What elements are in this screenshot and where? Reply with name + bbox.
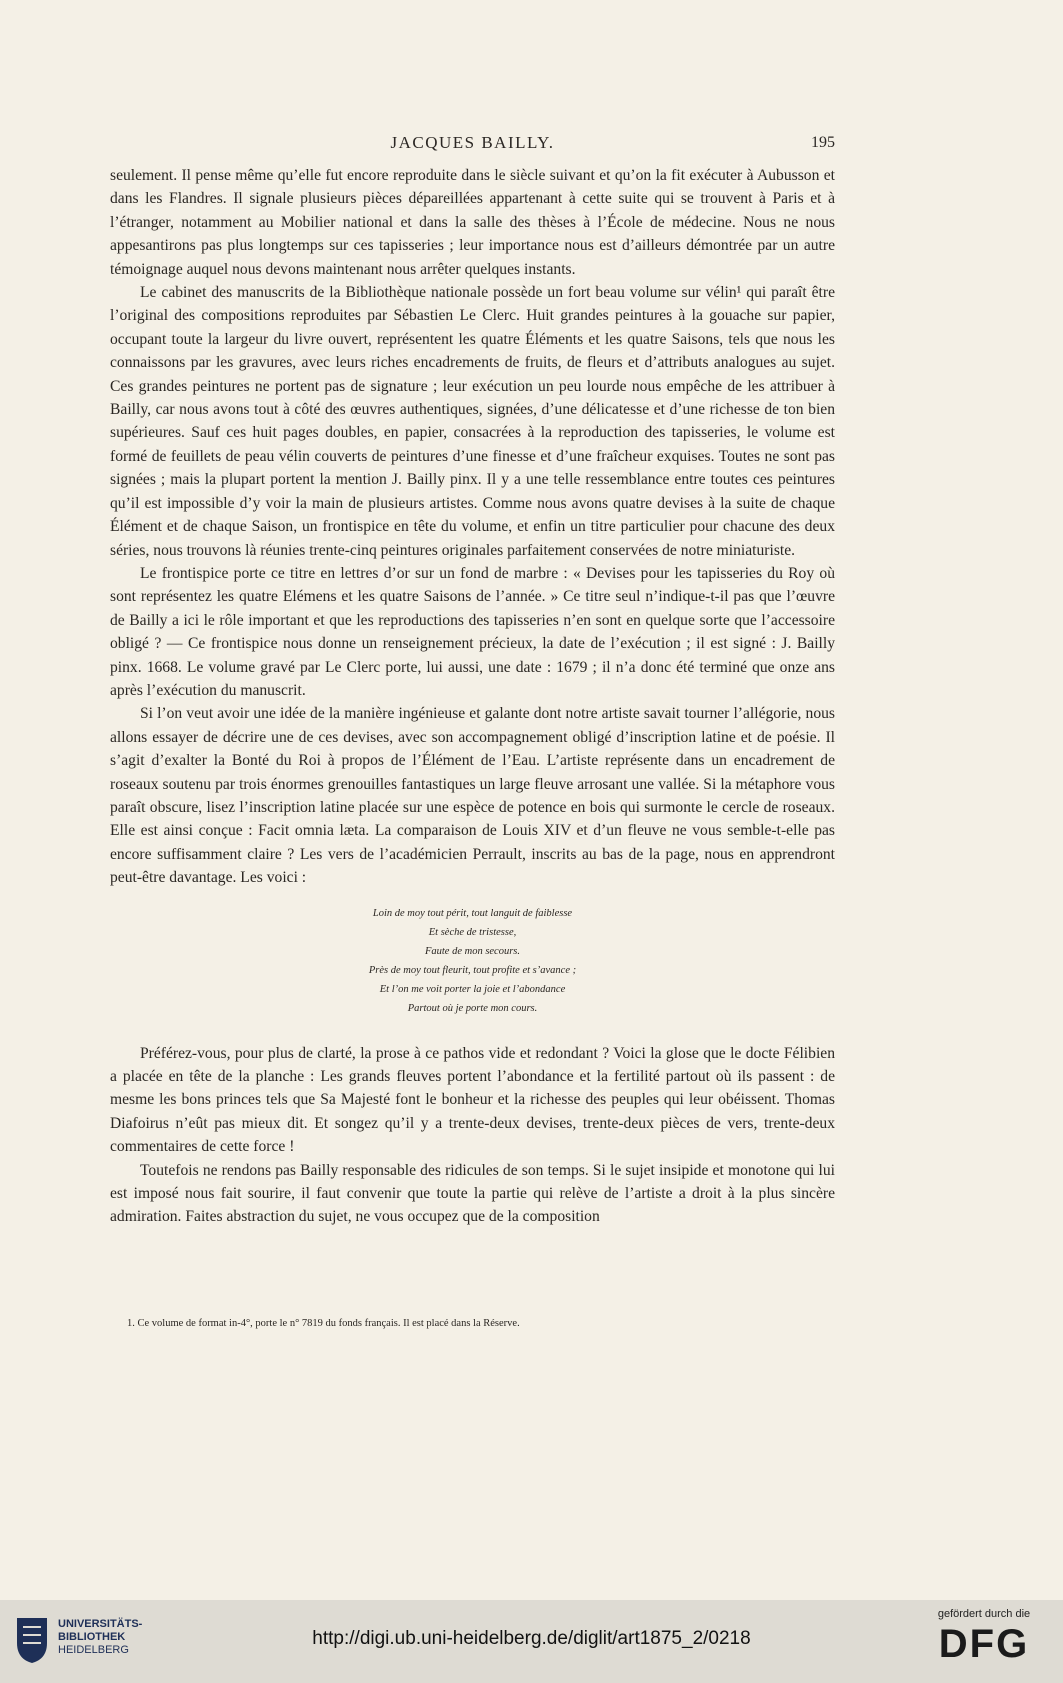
page-header: [110, 133, 835, 155]
paragraph: seulement. Il pense même qu’elle fut encore reproduite dans le siècle suivant et qu’on la fit exécuter à Aubusson et dans les Flandres. Il signale plusieurs pièces dépareillées appartenant à cette suite qui se trouvent à Paris et à l’étranger, notamment au Mobilier national et dans la salle des thèses à l’École de médecine. Nous ne nous appesantirons pas plus longtemps sur ces tapisseries ; leur importance nous est d’ailleurs démontrée par un autre témoignage auquel nous devons maintenant nous arrêter quelques instants.: [110, 167, 835, 278]
running-head: JACQUES BAILLY.: [390, 133, 555, 152]
permalink-url[interactable]: http://digi.ub.uni-heidelberg.de/diglit/art1875_2/0218: [312, 1628, 751, 1649]
paragraph: Toutefois ne rendons pas Bailly responsable des ridicules de son temps. Si le sujet insipide et monotone qui lui est imposé nous fait sourire, il faut convenir que toute la partie qui relève de l’artiste a droit à la plus sincère admiration. Faites abstraction du sujet, ne vous occupez que de la composition: [110, 1161, 835, 1226]
paragraph: Préférez-vous, pour plus de clarté, la prose à ce pathos vide et redondant ? Voici la glose que le docte Félibien a placée en tête de la planche : Les grands fleuves portent l’abondance et la fertilité partout où ils passent : de mesme les bons princes tels que Sa Majesté font le bonheur et la richesse des peuples qui leur obéissent. Thomas Diafoirus n’eût pas mieux dit. Et songez qu’il y a trente-deux devises, trente-deux pièces de vers, trente-deux commentaires de cette force !: [110, 1044, 835, 1156]
paragraph: Le frontispice porte ce titre en lettres d’or sur un fond de marbre : « Devises pour les tapisseries du Roy où sont représentez les quatre Elémens et les quatre Saisons de l’année. » Ce titre seul n’indique-t-il pas que l’œuvre de Bailly a ici le rôle important et que les reproductions des tapisseries n’en sont en quelque sorte que l’accessoire obligé ? — Ce frontispice nous donne un renseignement précieux, la date de l’exécution ; il est signé : J. Bailly pinx. 1668. Le volume gravé par Le Clerc porte, lui aussi, une date : 1679 ; il n’a donc été terminé que onze ans après l’exécution du manuscrit.: [110, 564, 835, 699]
dfg-logo-text: DFG: [938, 1622, 1030, 1666]
paragraph: Si l’on veut avoir une idée de la manière ingénieuse et galante dont notre artiste savait tourner l’allégorie, nous allons essayer de décrire une de ces devises, avec son accompagnement obligé d’inscription latine et de poésie. Il s’agit d’exalter la Bonté du Roi à propos de l’Élément de l’Eau. L’artiste représente dans un encadrement de roseaux soutenu par trois énormes grenouilles fantastiques un large fleuve arrosant une vallée. Si la métaphore vous paraît obscure, lisez l’inscription latine placée sur une espèce de potence en bois qui surmonte le cercle de roseaux. Elle est ainsi conçue : Facit omnia læta. La comparaison de Louis XIV et d’un fleuve ne vous semble-t-elle pas encore suffisamment claire ? Les vers de l’académicien Perrault, inscrits au bas de la page, nous en apprendront peut-être davantage. Les voici :: [110, 705, 835, 887]
digitization-footer: [0, 1600, 1063, 1683]
funded-by-label: gefördert durch die: [937, 1608, 1031, 1620]
verse-line: Et l’on me voit porter la joie et l’abondance: [379, 983, 566, 995]
library-name-line: UNIVERSITÄTS-: [58, 1618, 143, 1630]
verse-line: Partout où je porte mon cours.: [407, 1002, 538, 1014]
library-name-line: HEIDELBERG: [58, 1644, 129, 1656]
verse-line: Et sèche de tristesse,: [428, 926, 517, 938]
page-number: 195: [811, 134, 835, 151]
library-name-line: BIBLIOTHEK: [58, 1631, 126, 1643]
footnote: 1. Ce volume de format in-4°, porte le n° 7819 du fonds français. Il est placé dans la Réserve.: [127, 1318, 520, 1329]
paragraph: Le cabinet des manuscrits de la Bibliothèque nationale possède un fort beau volume sur vélin¹ qui paraît être l’original des compositions reproduites par Sébastien Le Clerc. Huit grandes peintures à la gouache sur papier, occupant toute la largeur du livre ouvert, représentent les quatre Éléments et les quatre Saisons, tels que nous les connaissons par les gravures, avec leurs riches encadrements de fruits, de fleurs et d’attributs analogues au sujet. Ces grandes peintures ne portent pas de signature ; leur exécution un peu lourde nous empêche de les attribuer à Bailly, car nous avons tout à côté des œuvres authentiques, signées, d’une délicatesse et d’une richesse de ton bien supérieures. Sauf ces huit pages doubles, en papier, consacrées à la reproduction des tapisseries, le volume est formé de feuillets de peau vélin couverts de peintures d’une finesse et d’une fraîcheur exquises. Toutes ne sont pas signées ; mais la plupart portent la mention J. Bailly pinx. Il y a une telle ressemblance entre toutes ces peintures qu’il est impossible d’y voir la main de plusieurs artistes. Comme nous avons quatre devises à la suite de chaque Élément et de chaque Saison, un frontispice en tête du volume, et enfin un titre particulier pour chacune des deux séries, nous trouvons là réunies trente-cinq peintures originales parfaitement conservées de notre miniaturiste.: [110, 284, 835, 559]
body-text: [110, 164, 835, 1229]
verse-line: Près de moy tout fleurit, tout profite et s’avance ;: [368, 964, 577, 976]
verse-block: [110, 904, 835, 1018]
verse-line: Faute de mon secours.: [424, 945, 521, 957]
verse-line: Loin de moy tout périt, tout languit de faiblesse: [372, 907, 573, 919]
funder-logo: [919, 1608, 1049, 1668]
